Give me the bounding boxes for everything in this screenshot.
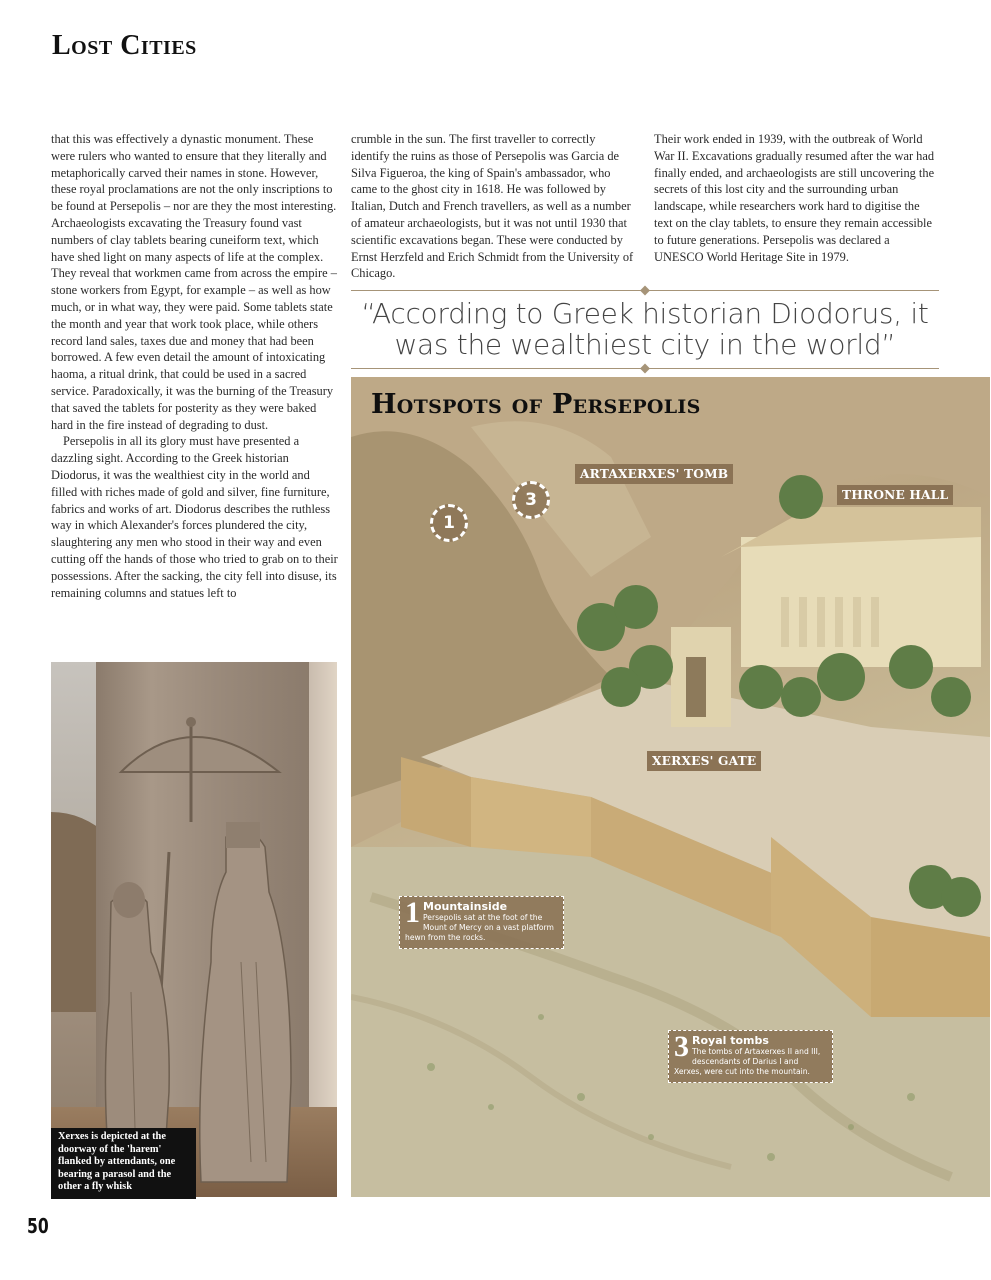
xerxes-relief-photo (51, 662, 337, 1197)
body-paragraph: crumble in the sun. The first traveller to correctly identify the ruins as those of Persepolis was Garcia de Silva Figueroa, the king of Spain's ambassador, who came to the ghost city in 1618. He was followed by Italian, Dutch and French travellers, as well as a number of amateur archaeologists, but it was not until 1930 that scientific excavations began. These were conducted by Ernst Herzfeld and Erich Schmidt from the University of Chicago. (351, 132, 634, 281)
hotspot-number: 3 (674, 1030, 689, 1063)
hotspot-title: Royal tombs (692, 1034, 769, 1047)
body-paragraph: that this was effectively a dynastic monument. These were rulers who wanted to ensure that they literally and metaphorically carved their names in stone. However, these royal proclamations are not the only inscriptions to be found at Persepolis – nor are they the most interesting. Archaeologists excavating the Treasury found vast numbers of clay tablets bearing cuneiform text, which have shed light on many aspects of life at the complex. They reveal that workmen came from across the empire – stone workers from Egypt, for example – as well as how much, or in what way, they were paid. Some tablets state the month and year that work took place, while others record land sales, taxes due and money that had been borrowed. A few even detail the amount of intoxicating haoma, a ritual drink, that could be used in a sacred service. Paradoxically, it was the burning of the Treasury that saved the tablets for posterity as they were baked hard in the fire instead of degrading to dust. (51, 132, 337, 432)
body-column-3 (654, 131, 940, 265)
photo-caption: Xerxes is depicted at the doorway of the 'harem' flanked by attendants, one bearing a parasol and the other a fly whisk (51, 1128, 196, 1199)
illustration-title: Hotspots of Persepolis (371, 389, 701, 420)
pull-quote: “According to Greek historian Diodorus, it was the wealthiest city in the world” (361, 297, 929, 361)
hotspot-number: 1 (405, 896, 420, 929)
pull-quote-rule-bottom (351, 368, 939, 369)
body-paragraph: Persepolis in all its glory must have presented a dazzling sight. According to the Greek historian Diodorus, it was the wealthiest city in the world and filled with riches made of gold and silver, fine furniture, fabrics and works of art. Diodorus describes the ruthless way in which Alexander's forces plundered the city, slaughtering any men who stood in their way and even cutting off the hands of those who tried to grab on to their possessions. After the sacking, the city fell into disuse, its remaining columns and statues left to (51, 434, 338, 600)
hotspot-marker-3[interactable]: 3 (512, 481, 550, 519)
xerxes-gate-label: XERXES' GATE (647, 751, 761, 771)
persepolis-illustration (351, 377, 990, 1197)
artaxerxes-tomb-label: ARTAXERXES' TOMB (575, 464, 733, 484)
pull-quote-rule-top (351, 290, 939, 291)
throne-hall-label: THRONE HALL (837, 485, 953, 505)
body-column-1 (51, 131, 339, 601)
body-paragraph: Their work ended in 1939, with the outbreak of World War II. Excavations gradually resumed after the war had finally ended, and archaeologists are still uncovering the secrets of this lost city and the surrounding urban landscape, while researchers work hard to digitise the text on the clay tablets, to ensure they remain accessible to future generations. Persepolis was declared a UNESCO World Heritage Site in 1979. (654, 132, 935, 264)
relief-figures (51, 662, 337, 1197)
hotspot-text: The tombs of Artaxerxes II and III, descendants of Darius I and Xerxes, were cut into the mountain. (674, 1047, 821, 1076)
rule-ornament (640, 286, 650, 296)
hotspot-title: Mountainside (423, 900, 508, 913)
hotspot-info-mountainside (399, 896, 564, 949)
section-title: Lost Cities (52, 30, 197, 61)
body-column-2 (351, 131, 636, 282)
page-number: 50 (27, 1214, 49, 1238)
hotspot-text: Persepolis sat at the foot of the Mount of Mercy on a vast platform hewn from the rocks. (405, 913, 554, 942)
hotspot-marker-1[interactable]: 1 (430, 504, 468, 542)
hotspot-info-royal-tombs (668, 1030, 833, 1083)
rule-ornament (640, 364, 650, 374)
